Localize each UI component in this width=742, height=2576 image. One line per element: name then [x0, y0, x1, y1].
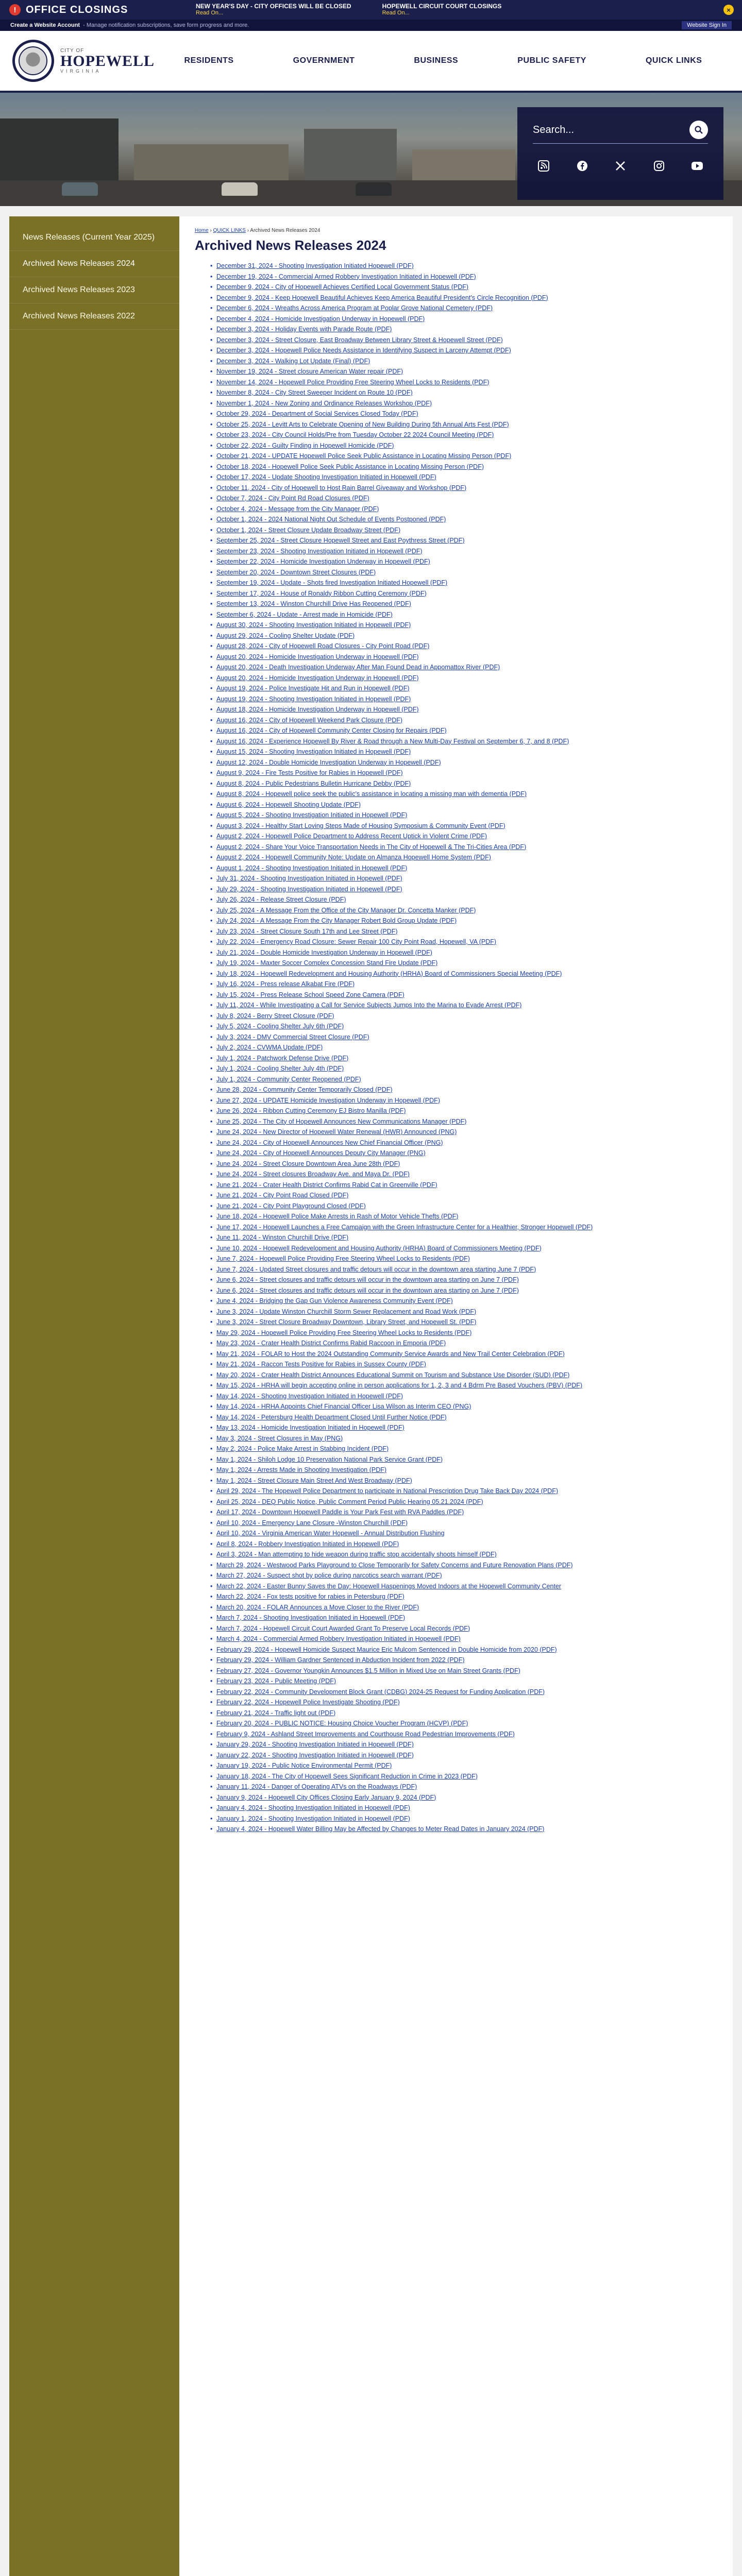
twitter-x-icon[interactable] [613, 158, 628, 174]
release-link[interactable]: • February 22, 2024 - Hopewell Police Investigate Shooting (PDF) [210, 1697, 718, 1708]
release-link[interactable]: • September 20, 2024 - Downtown Street Closures (PDF) [210, 567, 718, 578]
release-link[interactable]: • June 4, 2024 - Bridging the Gap Gun Violence Awareness Community Event (PDF) [210, 1296, 718, 1307]
release-link[interactable]: • July 31, 2024 - Shooting Investigation Initiated in Hopewell (PDF) [210, 873, 718, 884]
release-link[interactable]: • May 20, 2024 - Crater Health District Announces Educational Summit on Tourism and Substance Use Disorder (SUD) (PDF) [210, 1370, 718, 1381]
release-link[interactable]: • February 23, 2024 - Public Meeting (PDF) [210, 1676, 718, 1687]
site-logo[interactable] [0, 40, 155, 82]
release-link[interactable]: • February 22, 2024 - Community Development Block Grant (CDBG) 2024-25 Request for Funding Application (PDF) [210, 1687, 718, 1698]
release-link[interactable]: • October 7, 2024 - City Point Rd Road Closures (PDF) [210, 493, 718, 504]
release-link[interactable]: • April 17, 2024 - Downtown Hopewell Paddle is Your Park Fest with RVA Paddles (PDF) [210, 1507, 718, 1518]
release-link[interactable]: • July 18, 2024 - Hopewell Redevelopment and Housing Authority (HRHA) Board of Commissioners Special Meeting (PDF) [210, 969, 718, 979]
release-link[interactable]: • June 17, 2024 - Hopewell Launches a Free Campaign with the Green Infrastructure Center for a Healthier, Stronger Hopewell (PDF) [210, 1222, 718, 1233]
release-link[interactable]: • June 24, 2024 - Street closures Broadway Ave. and Maya Dr. (PDF) [210, 1169, 718, 1180]
release-link[interactable]: • July 15, 2024 - Press Release School Speed Zone Camera (PDF) [210, 990, 718, 1001]
release-link[interactable]: • August 3, 2024 - Healthy Start Loving Steps Made of Housing Symposium & Community Event (PDF) [210, 821, 718, 832]
release-link[interactable]: • April 10, 2024 - Virginia American Water Hopewell - Annual Distribution Flushing [210, 1528, 718, 1539]
release-link[interactable]: • September 17, 2024 - House of Ronaldy Ribbon Cutting Ceremony (PDF) [210, 588, 718, 599]
release-link[interactable]: • October 21, 2024 - UPDATE Hopewell Police Seek Public Assistance in Locating Missing Person (PDF) [210, 451, 718, 462]
release-link[interactable]: • December 3, 2024 - Hopewell Police Needs Assistance in Identifying Suspect in Larceny Attempt (PDF) [210, 345, 718, 356]
release-link[interactable]: • October 29, 2024 - Department of Social Services Closed Today (PDF) [210, 409, 718, 419]
release-link[interactable]: • July 25, 2024 - A Message From the Office of the City Manager Dr. Concetta Manker (PDF) [210, 905, 718, 916]
read-on-link[interactable]: Read On... [196, 10, 224, 16]
site-header [0, 31, 742, 93]
release-link[interactable]: • January 18, 2024 - The City of Hopewell Sees Significant Reduction in Crime in 2023 (PDF) [210, 1771, 718, 1782]
release-link[interactable]: • June 3, 2024 - Update Winston Churchill Storm Sewer Replacement and Road Work (PDF) [210, 1307, 718, 1317]
release-link[interactable]: • June 27, 2024 - UPDATE Homicide Investigation Underway in Hopewell (PDF) [210, 1095, 718, 1106]
release-link[interactable]: • August 28, 2024 - City of Hopewell Road Closures - City Point Road (PDF) [210, 641, 718, 652]
release-link[interactable]: • August 20, 2024 - Death Investigation Underway After Man Found Dead in Appomattox River (PDF) [210, 662, 718, 673]
release-link[interactable]: • June 21, 2024 - City Point Playground Closed (PDF) [210, 1201, 718, 1212]
release-link[interactable]: • April 25, 2024 - DEQ Public Notice, Public Comment Period Public Hearing 05.21.2024 (PDF) [210, 1497, 718, 1507]
release-link[interactable]: • January 4, 2024 - Hopewell Water Billing May be Affected by Changes to Meter Read Dates in January 2024 (PDF) [210, 1824, 718, 1835]
release-link[interactable]: • August 12, 2024 - Double Homicide Investigation Underway in Hopewell (PDF) [210, 757, 718, 768]
release-link[interactable]: • December 9, 2024 - City of Hopewell Achieves Certified Local Government Status (PDF) [210, 282, 718, 293]
release-link[interactable]: • January 4, 2024 - Shooting Investigation Initiated in Hopewell (PDF) [210, 1803, 718, 1814]
facebook-icon[interactable] [575, 158, 590, 174]
release-link[interactable]: • November 14, 2024 - Hopewell Police Providing Free Steering Wheel Locks to Residents (PDF) [210, 377, 718, 388]
release-link[interactable]: • August 30, 2024 - Shooting Investigation Initiated in Hopewell (PDF) [210, 620, 718, 631]
release-link[interactable]: • May 1, 2024 - Shiloh Lodge 10 Preservation National Park Service Grant (PDF) [210, 1454, 718, 1465]
release-link[interactable]: • August 19, 2024 - Police Investigate Hit and Run in Hopewell (PDF) [210, 683, 718, 694]
release-link[interactable]: • January 1, 2024 - Shooting Investigation Initiated in Hopewell (PDF) [210, 1814, 718, 1824]
release-link[interactable]: • August 29, 2024 - Cooling Shelter Update (PDF) [210, 631, 718, 641]
nav-quick-links[interactable]: QUICK LINKS [645, 56, 702, 65]
release-link[interactable]: • May 1, 2024 - Arrests Made in Shooting Investigation (PDF) [210, 1465, 718, 1476]
city-seal-icon [12, 40, 54, 82]
release-link[interactable]: • May 14, 2024 - Petersburg Health Department Closed Until Further Notice (PDF) [210, 1412, 718, 1423]
release-link[interactable]: • July 19, 2024 - Maxter Soccer Complex Concession Stand Fire Update (PDF) [210, 958, 718, 969]
release-link[interactable]: • August 18, 2024 - Homicide Investigation Underway in Hopewell (PDF) [210, 704, 718, 715]
release-link[interactable]: • January 11, 2024 - Danger of Operating ATVs on the Roadways (PDF) [210, 1782, 718, 1792]
release-link[interactable]: • June 10, 2024 - Hopewell Redevelopment and Housing Authority (HRHA) Board of Commissioners Meeting (PDF) [210, 1243, 718, 1254]
release-link[interactable]: • March 22, 2024 - Fox tests positive for rabies in Petersburg (PDF) [210, 1591, 718, 1602]
release-link[interactable]: • December 19, 2024 - Commercial Armed Robbery Investigation Initiated in Hopewell (PDF) [210, 272, 718, 282]
release-link[interactable]: • November 19, 2024 - Street closure American Water repair (PDF) [210, 366, 718, 377]
release-link[interactable]: • July 26, 2024 - Release Street Closure (PDF) [210, 894, 718, 905]
release-link[interactable]: • August 16, 2024 - Experience Hopewell By River & Road through a New Multi-Day Festival on September 6, 7, and 8 (PDF) [210, 736, 718, 747]
alert-item-title: HOPEWELL CIRCUIT COURT CLOSINGS [382, 3, 502, 10]
alert-item-title: NEW YEAR'S DAY - CITY OFFICES WILL BE CLOSED [196, 3, 351, 10]
release-link[interactable]: • June 21, 2024 - Crater Health District Confirms Rabid Cat in Greenville (PDF) [210, 1180, 718, 1191]
release-link[interactable]: • May 14, 2024 - Shooting Investigation Initiated in Hopewell (PDF) [210, 1391, 718, 1402]
release-link[interactable]: • June 18, 2024 - Hopewell Police Make Arrests in Rash of Motor Vehicle Thefts (PDF) [210, 1211, 718, 1222]
release-link[interactable]: • July 2, 2024 - CVWMA Update (PDF) [210, 1042, 718, 1053]
release-link[interactable]: • August 16, 2024 - City of Hopewell Weekend Park Closure (PDF) [210, 715, 718, 726]
breadcrumb-separator: › [210, 228, 213, 233]
release-link[interactable]: • August 19, 2024 - Shooting Investigation Initiated in Hopewell (PDF) [210, 694, 718, 705]
release-link[interactable]: • November 1, 2024 - New Zoning and Ordinance Releases Workshop (PDF) [210, 398, 718, 409]
read-on-link[interactable]: Read On... [382, 10, 410, 16]
instagram-icon[interactable] [651, 158, 667, 174]
close-icon[interactable]: × [723, 5, 734, 15]
release-link[interactable]: • February 29, 2024 - William Gardner Sentenced in Abduction Incident from 2022 (PDF) [210, 1655, 718, 1666]
release-link[interactable]: • June 25, 2024 - The City of Hopewell Announces New Communications Manager (PDF) [210, 1116, 718, 1127]
breadcrumb-current: Archived News Releases 2024 [250, 228, 321, 233]
create-account-link[interactable]: Create a Website Account [10, 22, 80, 28]
sidebar-item-archived-2024[interactable]: Archived News Releases 2024 [9, 251, 179, 277]
release-link[interactable]: • April 3, 2024 - Man attempting to hide weapon during traffic stop accidentally shoots himself (PDF) [210, 1549, 718, 1560]
rss-icon[interactable] [536, 158, 551, 174]
release-link[interactable]: • February 27, 2024 - Governor Youngkin Announces $1.5 Million in Mixed Use on Main Street Grants (PDF) [210, 1666, 718, 1676]
release-link[interactable]: • March 22, 2024 - Easter Bunny Saves the Day: Hopewell Haspenings Moved Indoors at the Hopewell Community Center [210, 1581, 718, 1592]
release-link[interactable]: • August 2, 2024 - Hopewell Police Department to Address Recent Uptick in Violent Crime (PDF) [210, 831, 718, 842]
release-link[interactable]: • October 1, 2024 - 2024 National Night Out Schedule of Events Postponed (PDF) [210, 514, 718, 525]
alert-bar [0, 0, 742, 20]
logo-state: VIRGINIA [60, 68, 102, 74]
release-link[interactable]: • February 29, 2024 - Hopewell Homicide Suspect Maurice Eric Mulcom Sentenced in Double Homicide from 2020 (PDF) [210, 1645, 718, 1655]
release-link[interactable]: • October 11, 2024 - City of Hopewell to Host Rain Barrel Giveaway and Workshop (PDF) [210, 483, 718, 494]
hero-banner [0, 93, 742, 206]
release-link[interactable]: • May 23, 2024 - Crater Health District Confirms Rabid Raccoon in Emporia (PDF) [210, 1338, 718, 1349]
account-strip [0, 20, 742, 31]
release-link[interactable]: • April 10, 2024 - Emergency Lane Closure -Winston Churchill (PDF) [210, 1518, 718, 1529]
release-link[interactable]: • November 8, 2024 - City Street Sweeper Incident on Route 10 (PDF) [210, 387, 718, 398]
release-link[interactable]: • June 24, 2024 - City of Hopewell Announces Deputy City Manager (PNG) [210, 1148, 718, 1159]
release-link[interactable]: • July 3, 2024 - DMV Commercial Street Closure (PDF) [210, 1032, 718, 1043]
release-link[interactable]: • June 7, 2024 - Updated Street closures and traffic detours will occur in the downtown area starting June 7 (PDF) [210, 1264, 718, 1275]
release-link[interactable]: • February 20, 2024 - PUBLIC NOTICE: Housing Choice Voucher Program (HCVP) (PDF) [210, 1718, 718, 1729]
release-link[interactable]: • August 16, 2024 - City of Hopewell Community Center Closing for Repairs (PDF) [210, 725, 718, 736]
search-input[interactable] [533, 124, 689, 136]
search-icon[interactable] [689, 121, 708, 139]
release-link[interactable]: • April 29, 2024 - The Hopewell Police Department to participate in National Prescription Drug Take Back Day 2024 (PDF) [210, 1486, 718, 1497]
release-link[interactable]: • October 22, 2024 - Guilty Finding in Hopewell Homicide (PDF) [210, 440, 718, 451]
release-link[interactable]: • June 6, 2024 - Street closures and traffic detours will occur in the downtown area starting on June 7 (PDF) [210, 1285, 718, 1296]
release-link[interactable]: • April 8, 2024 - Robbery Investigation Initiated in Hopewell (PDF) [210, 1539, 718, 1550]
breadcrumb [195, 228, 718, 233]
release-link[interactable]: • July 11, 2024 - While Investigating a Call for Service Subjects Jumps Into the Marina to Evade Arrest (PDF) [210, 1000, 718, 1011]
release-link[interactable]: • July 5, 2024 - Cooling Shelter July 6th (PDF) [210, 1021, 718, 1032]
release-link[interactable]: • May 21, 2024 - FOLAR to Host the 2024 Outstanding Community Service Awards and New Trail Center Celebration (PDF) [210, 1349, 718, 1360]
logo-name: HOPEWELL [60, 52, 155, 70]
release-link[interactable]: • May 14, 2024 - HRHA Appoints Chief Financial Officer Lisa Wilson as Interim CEO (PNG) [210, 1401, 718, 1412]
release-link[interactable]: • December 3, 2024 - Street Closure, East Broadway Between Library Street & Hopewell Street (PDF) [210, 335, 718, 346]
release-link[interactable]: • June 24, 2024 - New Director of Hopewell Water Renewal (HWR) Announced (PNG) [210, 1127, 718, 1138]
release-link[interactable]: • March 27, 2024 - Suspect shot by police during narcotics search warrant (PDF) [210, 1570, 718, 1581]
release-link[interactable]: • July 8, 2024 - Berry Street Closure (PDF) [210, 1011, 718, 1022]
release-link[interactable]: • August 8, 2024 - Hopewell police seek the public's assistance in locating a missing man with dementia (PDF) [210, 789, 718, 800]
release-list [195, 261, 718, 1835]
release-link[interactable]: • January 19, 2024 - Public Notice Environmental Permit (PDF) [210, 1760, 718, 1771]
release-link[interactable]: • August 5, 2024 - Shooting Investigation Initiated in Hopewell (PDF) [210, 810, 718, 821]
release-link[interactable]: • August 1, 2024 - Shooting Investigation Initiated in Hopewell (PDF) [210, 863, 718, 874]
release-link[interactable]: • December 4, 2024 - Homicide Investigation Underway in Hopewell (PDF) [210, 314, 718, 325]
release-link[interactable]: • May 3, 2024 - Street Closures in May (PNG) [210, 1433, 718, 1444]
release-link[interactable]: • March 7, 2024 - Shooting Investigation Initiated in Hopewell (PDF) [210, 1613, 718, 1623]
release-link[interactable]: • July 1, 2024 - Patchwork Defense Drive (PDF) [210, 1053, 718, 1064]
page-title: Archived News Releases 2024 [195, 238, 386, 253]
release-link[interactable]: • May 15, 2024 - HRHA will begin accepting online in person applications for 1, 2, 3 and 4 Bdrm Pre Based Vouchers (PBV) (PDF) [210, 1380, 718, 1391]
release-link[interactable]: • June 11, 2024 - Winston Churchill Drive (PDF) [210, 1232, 718, 1243]
alert-item-circuit-court[interactable] [382, 3, 502, 16]
release-link[interactable]: • August 6, 2024 - Hopewell Shooting Update (PDF) [210, 800, 718, 810]
release-link[interactable]: • June 24, 2024 - Street Closure Downtown Area June 28th (PDF) [210, 1159, 718, 1170]
release-link[interactable]: • May 1, 2024 - Street Closure Main Street And West Broadway (PDF) [210, 1476, 718, 1486]
account-description: - Manage notification subscriptions, save form progress and more. [83, 22, 249, 28]
nav-business[interactable]: BUSINESS [414, 56, 459, 65]
nav-residents[interactable]: RESIDENTS [184, 56, 234, 65]
release-link[interactable]: • January 9, 2024 - Hopewell City Offices Closing Early January 9, 2024 (PDF) [210, 1792, 718, 1803]
release-link[interactable]: • January 29, 2024 - Shooting Investigation Initiated in Hopewell (PDF) [210, 1739, 718, 1750]
alert-title[interactable]: OFFICE CLOSINGS [26, 4, 128, 15]
main-content [179, 216, 733, 2576]
release-link[interactable]: • October 1, 2024 - Street Closure Update Broadway Street (PDF) [210, 525, 718, 536]
nav-government[interactable]: GOVERNMENT [293, 56, 355, 65]
sidebar-nav [9, 216, 179, 2576]
release-link[interactable]: • October 18, 2024 - Hopewell Police Seek Public Assistance in Locating Missing Person (PDF) [210, 462, 718, 472]
release-link[interactable]: • July 29, 2024 - Shooting Investigation Initiated in Hopewell (PDF) [210, 884, 718, 895]
alert-icon: ! [9, 4, 21, 15]
release-link[interactable]: • August 20, 2024 - Homicide Investigation Underway in Hopewell (PDF) [210, 673, 718, 684]
release-link[interactable]: • July 21, 2024 - Double Homicide Investigation Underway in Hopewell (PDF) [210, 947, 718, 958]
search-panel [517, 107, 723, 200]
release-link[interactable]: • December 6, 2024 - Wreaths Across America Program at Poplar Grove National Cemetery (PDF) [210, 303, 718, 314]
release-link[interactable]: • December 31, 2024 - Shooting Investigation Initiated Hopewell (PDF) [210, 261, 718, 272]
youtube-icon[interactable] [689, 158, 705, 174]
release-link[interactable]: • May 29, 2024 - Hopewell Police Providing Free Steering Wheel Locks to Residents (PDF) [210, 1328, 718, 1338]
release-link[interactable]: • September 22, 2024 - Homicide Investigation Underway in Hopewell (PDF) [210, 556, 718, 567]
main-nav [155, 51, 742, 71]
release-link[interactable]: • May 2, 2024 - Police Make Arrest in Stabbing Incident (PDF) [210, 1444, 718, 1454]
release-link[interactable]: • October 23, 2024 - City Council Holds/Pre from Tuesday October 22 2024 Council Meeting (PDF) [210, 430, 718, 440]
sidebar-item-current-year[interactable]: News Releases (Current Year 2025) [9, 225, 179, 251]
release-link[interactable]: • June 21, 2024 - City Point Road Closed (PDF) [210, 1190, 718, 1201]
release-link[interactable]: • May 13, 2024 - Homicide Investigation Initiated in Hopewell (PDF) [210, 1422, 718, 1433]
release-link[interactable]: • October 17, 2024 - Update Shooting Investigation Initiated in Hopewell (PDF) [210, 472, 718, 483]
breadcrumb-separator: › [247, 228, 250, 233]
release-link[interactable]: • December 9, 2024 - Keep Hopewell Beautiful Achieves Keep America Beautiful President's Circle Recognition (PDF) [210, 293, 718, 303]
release-link[interactable]: • August 2, 2024 - Hopewell Community Note: Update on Almanza Hopewell Home System (PDF) [210, 852, 718, 863]
release-link[interactable]: • July 23, 2024 - Street Closure South 17th and Lee Street (PDF) [210, 926, 718, 937]
release-link[interactable]: • August 2, 2024 - Share Your Voice Transportation Needs in The City of Hopewell & The Tri-Cities Area (PDF) [210, 842, 718, 853]
logo-city-of: CITY OF [60, 47, 85, 54]
release-link[interactable]: • June 24, 2024 - City of Hopewell Announces New Chief Financial Officer (PNG) [210, 1138, 718, 1148]
release-link[interactable]: • December 3, 2024 - Holiday Events with Parade Route (PDF) [210, 324, 718, 335]
release-link[interactable]: • February 21, 2024 - Traffic light out (PDF) [210, 1708, 718, 1719]
release-link[interactable]: • July 1, 2024 - Community Center Reopened (PDF) [210, 1074, 718, 1085]
release-link[interactable]: • March 4, 2024 - Commercial Armed Robbery Investigation Initiated in Hopewell (PDF) [210, 1634, 718, 1645]
release-link[interactable]: • October 4, 2024 - Message from the City Manager (PDF) [210, 504, 718, 515]
social-links [533, 158, 708, 174]
release-link[interactable]: • June 28, 2024 - Community Center Temporarily Closed (PDF) [210, 1084, 718, 1095]
release-link[interactable]: • July 16, 2024 - Press release Alkabat Fire (PDF) [210, 979, 718, 990]
release-link[interactable]: • July 22, 2024 - Emergency Road Closure: Sewer Repair 100 City Point Road, Hopewell, VA (PDF) [210, 937, 718, 947]
release-link[interactable]: • September 13, 2024 - Winston Churchill Drive Has Reopened (PDF) [210, 599, 718, 609]
release-link[interactable]: • January 22, 2024 - Shooting Investigation Initiated in Hopewell (PDF) [210, 1750, 718, 1761]
release-link[interactable]: • September 25, 2024 - Street Closure Hopewell Street and East Poythress Street (PDF) [210, 535, 718, 546]
sign-in-button[interactable]: Website Sign In [682, 21, 732, 29]
release-link[interactable]: • December 3, 2024 - Walking Lot Update (Final) (PDF) [210, 356, 718, 367]
release-link[interactable]: • February 9, 2024 - Ashland Street Improvements and Courthouse Road Pedestrian Improvements (PDF) [210, 1729, 718, 1740]
release-link[interactable]: • July 1, 2024 - Cooling Shelter July 4th (PDF) [210, 1063, 718, 1074]
sidebar-item-archived-2022[interactable]: Archived News Releases 2022 [9, 303, 179, 330]
alert-item-new-years[interactable] [196, 3, 351, 16]
breadcrumb-home[interactable]: Home [195, 228, 209, 233]
main-area [0, 206, 742, 2576]
release-link[interactable]: • June 3, 2024 - Street Closure Broadway Downtown, Library Street, and Hopewell St. (PDF) [210, 1317, 718, 1328]
release-link[interactable]: • June 7, 2024 - Hopewell Police Providing Free Steering Wheel Locks to Residents (PDF) [210, 1253, 718, 1264]
release-link[interactable]: • September 6, 2024 - Update - Arrest made in Homicide (PDF) [210, 609, 718, 620]
release-link[interactable]: • June 26, 2024 - Ribbon Cutting Ceremony EJ Bistro Manilla (PDF) [210, 1106, 718, 1116]
release-link[interactable]: • July 24, 2024 - A Message From the City Manager Robert Bold Group Update (PDF) [210, 916, 718, 926]
nav-public-safety[interactable]: PUBLIC SAFETY [517, 56, 586, 65]
release-link[interactable]: • March 29, 2024 - Westwood Parks Playground to Close Temporarily for Safety Concerns and Future Renovation Plans (PDF) [210, 1560, 718, 1571]
sidebar-item-archived-2023[interactable]: Archived News Releases 2023 [9, 277, 179, 303]
release-link[interactable]: • September 19, 2024 - Update - Shots fired Investigation Initiated Hopewell (PDF) [210, 578, 718, 588]
release-link[interactable]: • September 23, 2024 - Shooting Investigation Initiated in Hopewell (PDF) [210, 546, 718, 557]
release-link[interactable]: • August 8, 2024 - Public Pedestrians Bulletin Hurricane Debby (PDF) [210, 778, 718, 789]
release-link[interactable]: • October 25, 2024 - Levitt Arts to Celebrate Opening of New Building During 5th Annual Arts Fest (PDF) [210, 419, 718, 430]
release-link[interactable]: • March 20, 2024 - FOLAR Announces a Move Closer to the River (PDF) [210, 1602, 718, 1613]
release-link[interactable]: • June 6, 2024 - Street closures and traffic detours will occur in the downtown area starting on June 7 (PDF) [210, 1275, 718, 1285]
breadcrumb-quick-links[interactable]: QUICK LINKS [213, 228, 246, 233]
release-link[interactable]: • May 21, 2024 - Raccon Tests Positive for Rabies in Sussex County (PDF) [210, 1359, 718, 1370]
release-link[interactable]: • August 15, 2024 - Shooting Investigation Initiated in Hopewell (PDF) [210, 747, 718, 757]
release-link[interactable]: • August 9, 2024 - Fire Tests Positive for Rabies in Hopewell (PDF) [210, 768, 718, 778]
release-link[interactable]: • March 7, 2024 - Hopewell Circuit Court Awarded Grant To Preserve Local Records (PDF) [210, 1623, 718, 1634]
release-link[interactable]: • August 20, 2024 - Homicide Investigation Underway in Hopewell (PDF) [210, 652, 718, 663]
